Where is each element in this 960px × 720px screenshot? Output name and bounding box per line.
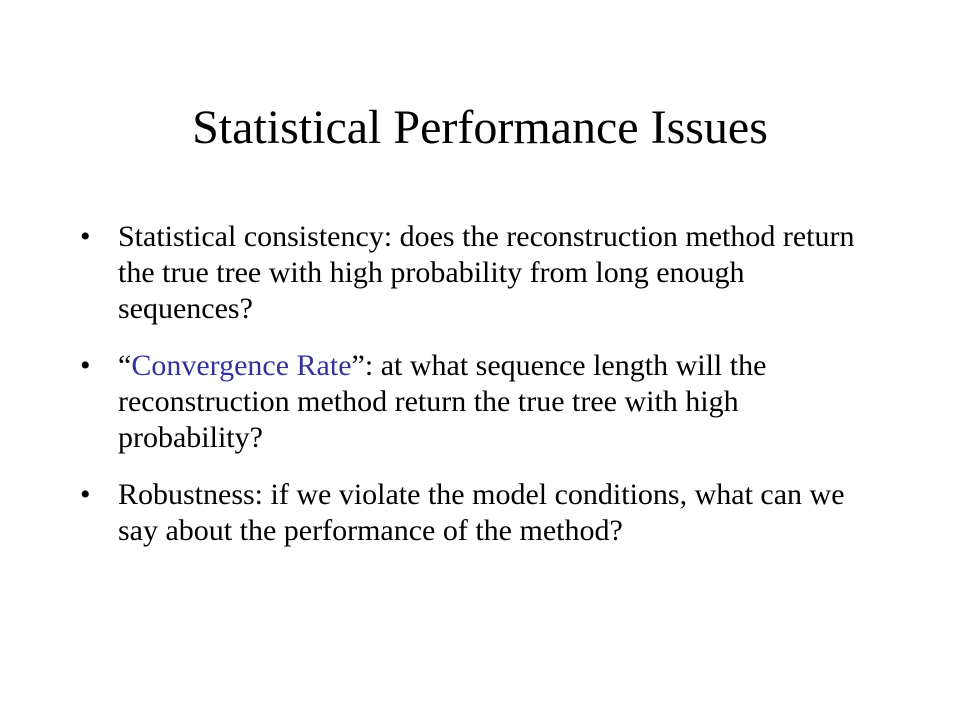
bullet-list — [80, 219, 860, 570]
bullet-highlight-convergence-rate: Convergence Rate — [131, 349, 352, 382]
bullet-item-robustness — [80, 477, 860, 549]
bullet-text-convergence: : at what sequence length will the reconstruction method return the true tree with high probability? — [118, 349, 767, 454]
bullet-close-quote: ” — [351, 349, 365, 382]
bullet-marker: • — [80, 220, 91, 253]
bullet-marker: • — [80, 349, 91, 382]
bullet-marker: • — [80, 478, 91, 511]
bullet-open-quote: “ — [118, 349, 132, 382]
bullet-item-consistency — [80, 219, 860, 327]
slide-title: Statistical Performance Issues — [192, 101, 768, 154]
bullet-item-convergence — [80, 348, 860, 456]
bullet-text-robustness: Robustness: if we violate the model conditions, what can we say about the performance of the method? — [118, 478, 845, 547]
bullet-text-consistency: Statistical consistency: does the reconstruction method return the true tree with high probability from long enough sequences? — [118, 220, 855, 325]
